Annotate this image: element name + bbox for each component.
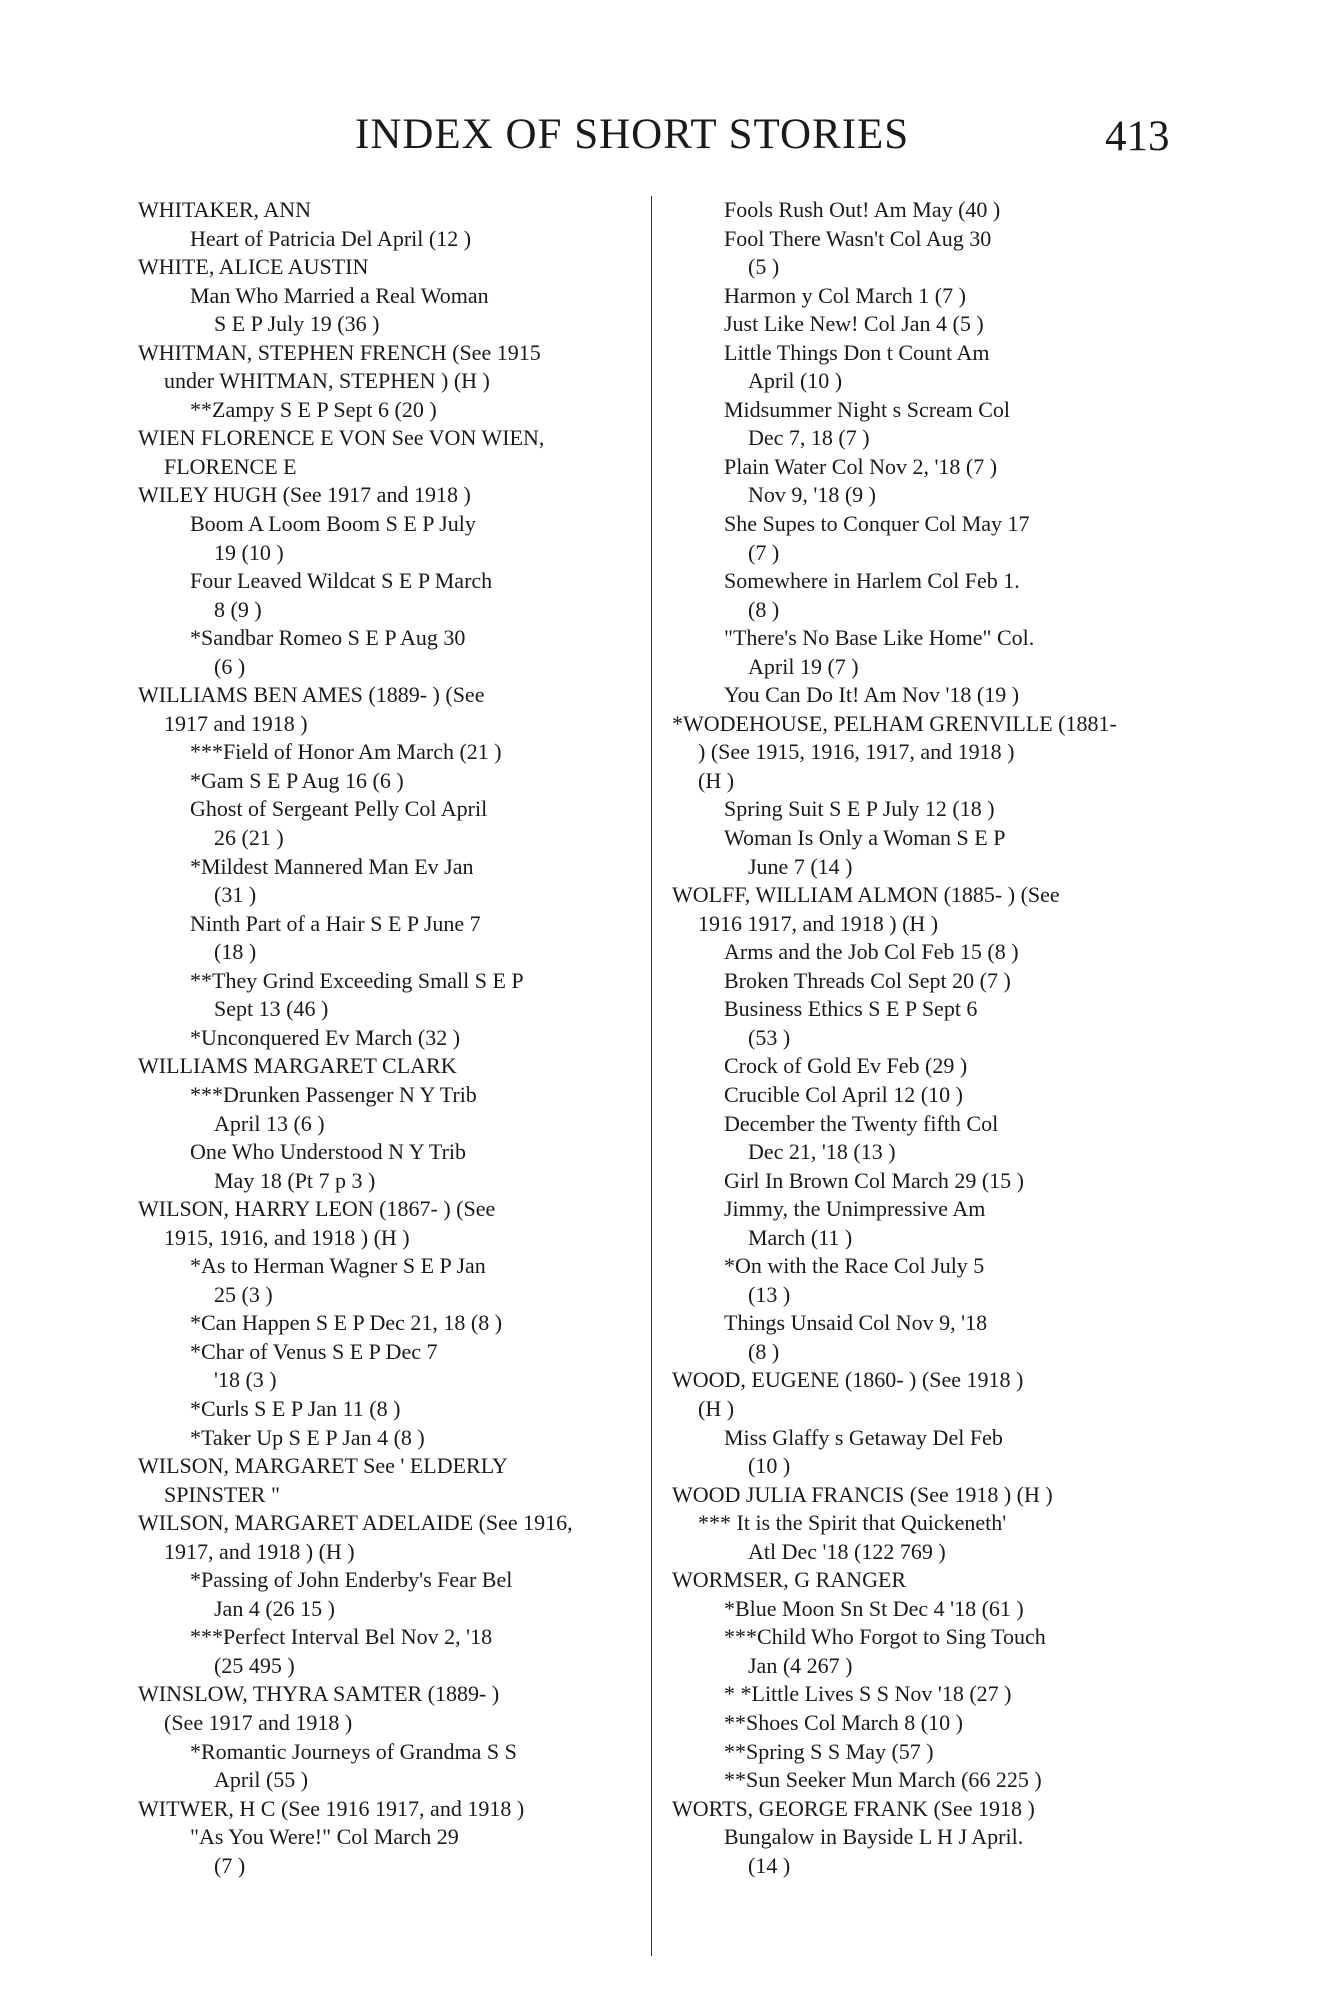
story-entry-line: **Shoes Col March 8 (10 ): [724, 1709, 963, 1735]
story-entry-line: **Sun Seeker Mun March (66 225 ): [724, 1767, 1042, 1793]
author-entry-line: *WODEHOUSE, PELHAM GRENVILLE (1881-: [672, 710, 1117, 736]
story-entry-line: Sept 13 (46 ): [214, 996, 329, 1022]
story-entry-line: ) (See 1915, 1916, 1917, and 1918 ): [698, 739, 1015, 765]
story-entry-line: **Zampy S E P Sept 6 (20 ): [190, 396, 437, 422]
author-entry-line: WHITMAN, STEPHEN FRENCH (See 1915: [138, 339, 541, 365]
story-entry-line: (10 ): [748, 1453, 791, 1479]
story-entry-line: 26 (21 ): [214, 825, 284, 851]
story-entry-line: (53 ): [748, 1024, 791, 1050]
story-entry-line: Four Leaved Wildcat S E P March: [190, 568, 493, 594]
story-entry-line: Ninth Part of a Hair S E P June 7: [190, 910, 481, 936]
story-entry-line: *** It is the Spirit that Quickeneth': [698, 1510, 1007, 1536]
story-entry-line: *Sandbar Romeo S E P Aug 30: [190, 625, 466, 651]
story-entry-line: Nov 9, '18 (9 ): [748, 482, 877, 508]
column-divider: [651, 196, 652, 1956]
story-entry-line: Little Things Don t Count Am: [724, 339, 990, 365]
story-entry-line: 8 (9 ): [214, 596, 262, 622]
author-entry-line: WILSON, HARRY LEON (1867- ) (See: [138, 1196, 496, 1222]
story-entry-line: March (11 ): [748, 1224, 853, 1250]
story-entry-line: Harmon y Col March 1 (7 ): [724, 282, 966, 308]
story-entry-line: Jimmy, the Unimpressive Am: [724, 1196, 986, 1222]
story-entry-line: ***Child Who Forgot to Sing Touch: [724, 1624, 1046, 1650]
author-entry-line: WORTS, GEORGE FRANK (See 1918 ): [672, 1795, 1035, 1821]
story-entry-line: (13 ): [748, 1281, 791, 1307]
story-entry-line: Atl Dec '18 (122 769 ): [748, 1538, 946, 1564]
story-entry-line: 1916 1917, and 1918 ) (H ): [698, 910, 939, 936]
story-entry-line: Crucible Col April 12 (10 ): [724, 1081, 963, 1107]
story-entry-line: *Can Happen S E P Dec 21, 18 (8 ): [190, 1310, 503, 1336]
story-entry-line: *As to Herman Wagner S E P Jan: [190, 1253, 486, 1279]
story-entry-line: *Gam S E P Aug 16 (6 ): [190, 767, 404, 793]
story-entry-line: (8 ): [748, 1338, 780, 1364]
story-entry-line: SPINSTER ": [164, 1481, 280, 1507]
story-entry-line: Dec 7, 18 (7 ): [748, 425, 870, 451]
story-entry-line: Midsummer Night s Scream Col: [724, 396, 1010, 422]
story-entry-line: Man Who Married a Real Woman: [190, 282, 489, 308]
author-entry-line: WINSLOW, THYRA SAMTER (1889- ): [138, 1681, 500, 1707]
story-entry-line: 19 (10 ): [214, 539, 284, 565]
story-entry-line: Spring Suit S E P July 12 (18 ): [724, 796, 995, 822]
story-entry-line: 1917 and 1918 ): [164, 710, 308, 736]
story-entry-line: * *Little Lives S S Nov '18 (27 ): [724, 1681, 1012, 1707]
author-entry-line: WILLIAMS MARGARET CLARK: [138, 1053, 457, 1079]
author-entry-line: WILSON, MARGARET ADELAIDE (See 1916,: [138, 1510, 573, 1536]
story-entry-line: April (55 ): [214, 1767, 309, 1793]
story-entry-line: Things Unsaid Col Nov 9, '18: [724, 1310, 988, 1336]
story-entry-line: (H ): [698, 1395, 735, 1421]
story-entry-line: Jan (4 267 ): [748, 1652, 853, 1678]
story-entry-line: Woman Is Only a Woman S E P: [724, 825, 1006, 851]
story-entry-line: *Unconquered Ev March (32 ): [190, 1024, 461, 1050]
story-entry-line: Crock of Gold Ev Feb (29 ): [724, 1053, 968, 1079]
author-entry-line: WILEY HUGH (See 1917 and 1918 ): [138, 482, 471, 508]
story-entry-line: *Char of Venus S E P Dec 7: [190, 1338, 438, 1364]
author-entry-line: WORMSER, G RANGER: [672, 1567, 907, 1593]
author-entry-line: WILSON, MARGARET See ' ELDERLY: [138, 1453, 508, 1479]
author-entry-line: WHITAKER, ANN: [138, 197, 311, 222]
story-entry-line: 1917, and 1918 ) (H ): [164, 1538, 355, 1564]
story-entry-line: April 19 (7 ): [748, 653, 859, 679]
story-entry-line: Dec 21, '18 (13 ): [748, 1139, 896, 1165]
story-entry-line: (6 ): [214, 653, 246, 679]
author-entry-line: WOOD, EUGENE (1860- ) (See 1918 ): [672, 1367, 1024, 1393]
story-entry-line: *Curls S E P Jan 11 (8 ): [190, 1395, 401, 1421]
story-entry-line: (See 1917 and 1918 ): [164, 1709, 353, 1735]
story-entry-line: Miss Glaffy s Getaway Del Feb: [724, 1424, 1003, 1450]
story-entry-line: ***Perfect Interval Bel Nov 2, '18: [190, 1624, 493, 1650]
story-entry-line: *Mildest Mannered Man Ev Jan: [190, 853, 474, 879]
story-entry-line: under WHITMAN, STEPHEN ) (H ): [164, 368, 490, 394]
story-entry-line: One Who Understood N Y Trib: [190, 1139, 467, 1165]
story-entry-line: (25 495 ): [214, 1652, 295, 1678]
story-entry-line: Heart of Patricia Del April (12 ): [190, 225, 472, 251]
story-entry-line: ***Drunken Passenger N Y Trib: [190, 1081, 477, 1107]
story-entry-line: Business Ethics S E P Sept 6: [724, 996, 978, 1022]
story-entry-line: ***Field of Honor Am March (21 ): [190, 739, 502, 765]
story-entry-line: April (10 ): [748, 368, 843, 394]
story-entry-line: Arms and the Job Col Feb 15 (8 ): [724, 939, 1019, 965]
story-entry-line: (H ): [698, 767, 735, 793]
story-entry-line: (14 ): [748, 1852, 791, 1878]
right-column: [672, 196, 1182, 1880]
story-entry-line: Jan 4 (26 15 ): [214, 1595, 335, 1621]
story-entry-line: Girl In Brown Col March 29 (15 ): [724, 1167, 1025, 1193]
story-entry-line: FLORENCE E: [164, 453, 297, 479]
story-entry-line: *Taker Up S E P Jan 4 (8 ): [190, 1424, 425, 1450]
author-entry-line: WIEN FLORENCE E VON See VON WIEN,: [138, 425, 545, 451]
story-entry-line: (18 ): [214, 939, 257, 965]
story-entry-line: December the Twenty fifth Col: [724, 1110, 999, 1136]
story-entry-line: June 7 (14 ): [748, 853, 853, 879]
author-entry-line: WILLIAMS BEN AMES (1889- ) (See: [138, 682, 485, 708]
story-entry-line: **They Grind Exceeding Small S E P: [190, 967, 524, 993]
story-entry-line: Fool There Wasn't Col Aug 30: [724, 225, 992, 251]
story-entry-line: Plain Water Col Nov 2, '18 (7 ): [724, 453, 998, 479]
story-entry-line: (5 ): [748, 254, 780, 280]
story-entry-line: Just Like New! Col Jan 4 (5 ): [724, 311, 984, 337]
page-title: INDEX OF SHORT STORIES: [355, 111, 910, 158]
story-entry-line: (31 ): [214, 882, 257, 908]
author-entry-line: WITWER, H C (See 1916 1917, and 1918 ): [138, 1795, 525, 1821]
page-number: 413: [1105, 113, 1170, 160]
story-entry-line: "There's No Base Like Home" Col.: [724, 625, 1035, 651]
story-entry-line: Somewhere in Harlem Col Feb 1.: [724, 568, 1020, 594]
author-entry-line: WOOD JULIA FRANCIS (See 1918 ) (H ): [672, 1481, 1053, 1507]
story-entry-line: You Can Do It! Am Nov '18 (19 ): [724, 682, 1020, 708]
story-entry-line: **Spring S S May (57 ): [724, 1738, 934, 1764]
story-entry-line: April 13 (6 ): [214, 1110, 325, 1136]
story-entry-line: (7 ): [214, 1852, 246, 1878]
story-entry-line: 25 (3 ): [214, 1281, 273, 1307]
story-entry-line: '18 (3 ): [214, 1367, 277, 1393]
author-entry-line: WHITE, ALICE AUSTIN: [138, 254, 369, 280]
story-entry-line: *On with the Race Col July 5: [724, 1253, 985, 1279]
story-entry-line: Ghost of Sergeant Pelly Col April: [190, 796, 488, 822]
story-entry-line: *Passing of John Enderby's Fear Bel: [190, 1567, 513, 1593]
story-entry-line: (8 ): [748, 596, 780, 622]
author-entry-line: WOLFF, WILLIAM ALMON (1885- ) (See: [672, 882, 1060, 908]
story-entry-line: *Romantic Journeys of Grandma S S: [190, 1738, 517, 1764]
story-entry-line: *Blue Moon Sn St Dec 4 '18 (61 ): [724, 1595, 1024, 1621]
story-entry-line: S E P July 19 (36 ): [214, 311, 380, 337]
story-entry-line: Boom A Loom Boom S E P July: [190, 511, 476, 537]
left-column: [138, 196, 648, 1880]
story-entry-line: 1915, 1916, and 1918 ) (H ): [164, 1224, 410, 1250]
page-header: [0, 110, 1335, 170]
story-entry-line: May 18 (Pt 7 p 3 ): [214, 1167, 376, 1193]
story-entry-line: (7 ): [748, 539, 780, 565]
story-entry-line: Broken Threads Col Sept 20 (7 ): [724, 967, 1011, 993]
story-entry-line: She Supes to Conquer Col May 17: [724, 511, 1030, 537]
story-entry-line: Fools Rush Out! Am May (40 ): [724, 197, 1001, 222]
story-entry-line: Bungalow in Bayside L H J April.: [724, 1824, 1024, 1850]
story-entry-line: "As You Were!" Col March 29: [190, 1824, 459, 1850]
